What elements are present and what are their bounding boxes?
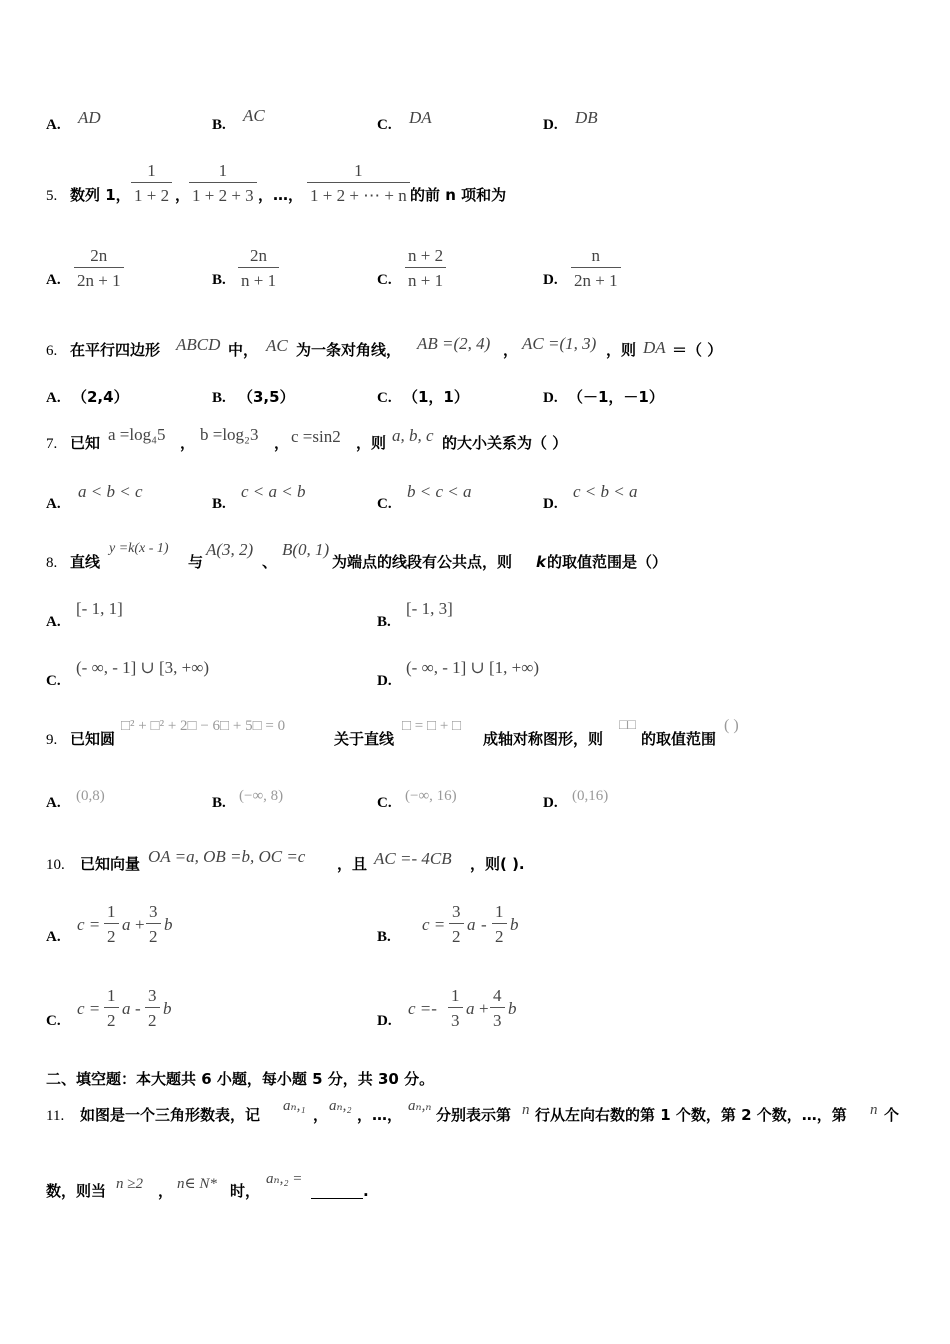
q6-number: 6. — [46, 343, 58, 359]
q11-text-7: 数，则当 — [46, 1182, 107, 1200]
q8-option-a-label[interactable]: A. — [46, 614, 61, 630]
q9-text-3: 成轴对称图形，则 — [483, 730, 604, 748]
q8-text-4: 为端点的线段有公共点，则 — [332, 553, 513, 571]
q10-option-c-frac1 — [104, 987, 119, 1029]
q6-option-a-label[interactable]: A. — [46, 390, 61, 406]
q5-option-a-num: 2n — [90, 246, 108, 265]
q10-option-d-frac1 — [448, 987, 463, 1029]
q9-option-c-label[interactable]: C. — [377, 795, 392, 811]
section-2-heading: 二、填空题：本大题共 6 小题，每小题 5 分，共 30 分。 — [46, 1070, 435, 1088]
q6-math-3: AB =(2, 4) — [417, 334, 491, 353]
q8-text-2: 与 — [188, 553, 204, 571]
q5-option-b-den: n + 1 — [238, 267, 279, 289]
q10-option-a-frac2-num: 3 — [149, 902, 158, 921]
q6-math-4: AC =(1, 3) — [522, 334, 597, 353]
q11-math-1: aₙ,₁ — [283, 1098, 306, 1114]
q9-text-2: 关于直线 — [334, 730, 395, 748]
q9-option-d-label[interactable]: D. — [543, 795, 558, 811]
q6-text-2: 中， — [228, 341, 259, 359]
q6-text-3: 为一条对角线， — [296, 341, 402, 359]
q7-option-b-value: c < a < b — [241, 482, 306, 501]
q6-text-5: ，则 — [606, 341, 637, 359]
q10-option-b-frac1-den: 2 — [449, 923, 464, 945]
q5-term3-den: 1 + 2 + ⋯ + n — [307, 182, 410, 204]
q8-option-d-value: (- ∞, - 1] ∪ [1, +∞) — [406, 658, 540, 677]
q5-option-d-den: 2n + 1 — [571, 267, 621, 289]
q6-option-d-label[interactable]: D. — [543, 390, 558, 406]
q9-option-b-value: (−∞, 8) — [239, 788, 284, 804]
q5-term3-fraction — [307, 162, 410, 204]
q10-option-a-c: c = — [77, 915, 101, 934]
q10-option-a-frac1-num: 1 — [107, 902, 116, 921]
q11-number: 11. — [46, 1108, 65, 1124]
q10-option-c-frac2-den: 2 — [145, 1007, 160, 1029]
q6-option-b-label[interactable]: B. — [212, 390, 226, 406]
q11-math-8: aₙ,₂ = — [266, 1171, 303, 1187]
q11-text-5: 行从左向右数的第 1 个数，第 2 个数，…，第 — [535, 1106, 847, 1124]
q10-option-b-v2: b — [510, 915, 519, 934]
q5-option-d-num: n — [591, 246, 601, 265]
q10-option-d-v2: b — [508, 999, 517, 1018]
q10-option-a-label[interactable]: A. — [46, 929, 61, 945]
q10-option-b-c: c = — [422, 915, 446, 934]
q11-math-3: aₙ,ₙ — [408, 1098, 432, 1114]
q7-option-a-value: a < b < c — [78, 482, 143, 501]
q7-option-c-label[interactable]: C. — [377, 496, 392, 512]
q8-math-2: A(3, 2) — [206, 540, 254, 559]
q6-option-a-value: （2,4） — [72, 388, 129, 406]
q5-term2-num: 1 — [218, 161, 228, 180]
q10-option-d-label[interactable]: D. — [377, 1013, 392, 1029]
q10-option-c-frac1-den: 2 — [104, 1007, 119, 1029]
q10-option-b-frac2 — [492, 903, 507, 945]
q5-suffix: 的前 n 项和为 — [410, 186, 507, 204]
q7-option-c-value: b < c < a — [407, 482, 472, 501]
q7-math-4: a, b, c — [392, 426, 434, 445]
q11-text-2: ， — [313, 1106, 329, 1124]
q5-option-b-label[interactable]: B. — [212, 272, 226, 288]
q10-option-b-frac2-den: 2 — [492, 923, 507, 945]
q10-option-a-frac1-den: 2 — [104, 923, 119, 945]
q5-option-a-fraction — [74, 247, 124, 289]
q4-option-c-value: DA — [409, 108, 432, 127]
q8-number: 8. — [46, 555, 58, 571]
q9-option-a-value: (0,8) — [76, 788, 105, 804]
q10-option-c-frac2-num: 3 — [148, 986, 157, 1005]
q11-math-5: n — [870, 1102, 878, 1118]
q10-option-a-v1: a — [122, 915, 131, 934]
q8-option-b-label[interactable]: B. — [377, 614, 391, 630]
q7-math-2: b =log₂3 — [200, 425, 259, 444]
q10-option-b-frac1-num: 3 — [452, 902, 461, 921]
q6-math-5: DA — [643, 338, 666, 357]
q7-number: 7. — [46, 436, 58, 452]
q8-option-a-value: [- 1, 1] — [76, 599, 123, 618]
q10-option-c-label[interactable]: C. — [46, 1013, 61, 1029]
q9-number: 9. — [46, 732, 58, 748]
q7-text-4: ，则 — [356, 434, 387, 452]
q6-text-4: ， — [503, 341, 519, 359]
q10-option-a-v2: b — [164, 915, 173, 934]
q5-option-b-num: 2n — [250, 246, 268, 265]
q9-math-2: □ = □ + □ — [402, 718, 462, 734]
q7-math-3: c =sin2 — [291, 427, 341, 446]
q9-text-1: 已知圆 — [70, 730, 116, 748]
q10-option-b-frac1 — [449, 903, 464, 945]
q10-option-d-frac2 — [490, 987, 505, 1029]
q4-option-b-label[interactable]: B. — [212, 117, 226, 133]
q5-term2-fraction — [189, 162, 257, 204]
q10-option-d-c: c =- — [408, 999, 437, 1018]
q11-answer-blank[interactable] — [311, 1184, 363, 1199]
q5-term1-num: 1 — [147, 161, 156, 180]
q5-sep1: ， — [175, 186, 191, 204]
q10-option-a-frac2-den: 2 — [146, 923, 161, 945]
q11-math-6: n ≥2 — [116, 1176, 143, 1192]
q10-text-3: ，则( ). — [470, 855, 525, 873]
q8-option-c-label[interactable]: C. — [46, 673, 61, 689]
q7-text-3: ， — [274, 434, 290, 452]
q7-option-d-value: c < b < a — [573, 482, 638, 501]
q4-option-d-value: DB — [575, 108, 598, 127]
q10-option-b-op: - — [481, 915, 487, 934]
q6-option-c-value: （1，1） — [403, 388, 469, 406]
q7-option-b-label[interactable]: B. — [212, 496, 226, 512]
q5-option-d-fraction — [571, 247, 621, 289]
q5-option-a-label[interactable]: A. — [46, 272, 61, 288]
q10-text-1: 已知向量 — [80, 855, 141, 873]
q8-math-1: y =k(x - 1) — [109, 541, 169, 556]
q10-option-b-label[interactable]: B. — [377, 929, 391, 945]
q9-option-a-label[interactable]: A. — [46, 795, 61, 811]
q8-option-d-label[interactable]: D. — [377, 673, 392, 689]
q6-math-2: AC — [266, 336, 288, 355]
q5-prefix: 数列 1， — [70, 186, 131, 204]
q11-text-4: 分别表示第 — [436, 1106, 512, 1124]
q11-text-8: ， — [158, 1182, 174, 1200]
q11-text-10: . — [363, 1182, 369, 1200]
q5-option-d-label[interactable]: D. — [543, 272, 558, 288]
q10-option-d-frac1-den: 3 — [448, 1007, 463, 1029]
q10-text-2: ，且 — [337, 855, 368, 873]
q10-option-c-op: - — [135, 999, 141, 1018]
q5-sep2: ，…， — [258, 186, 304, 204]
q4-option-c-label[interactable]: C. — [377, 117, 392, 133]
q8-text-3: 、 — [262, 553, 278, 571]
q10-math-1: OA =a, OB =b, OC =c — [148, 847, 306, 866]
q5-term1-fraction — [131, 162, 172, 204]
q11-math-2: aₙ,₂ — [329, 1098, 352, 1114]
q10-option-c-v1: a — [122, 999, 131, 1018]
q7-option-a-label[interactable]: A. — [46, 496, 61, 512]
q5-option-a-den: 2n + 1 — [74, 267, 124, 289]
q11-text-9: 时， — [230, 1182, 261, 1200]
q7-math-1: a =log₄5 — [108, 425, 166, 444]
q11-text-6: 个 — [884, 1106, 900, 1124]
q10-option-a-op: + — [135, 915, 145, 934]
q5-option-c-den: n + 1 — [405, 267, 446, 289]
q10-number: 10. — [46, 857, 65, 873]
q11-text-1: 如图是一个三角形数表，记 — [80, 1106, 261, 1124]
q6-text-6: ＝（ ） — [672, 341, 723, 359]
q10-option-d-op: + — [479, 999, 489, 1018]
q8-text-5: 的取值范围是（） — [547, 553, 668, 571]
q10-option-a-frac2 — [146, 903, 161, 945]
q10-option-d-frac2-den: 3 — [490, 1007, 505, 1029]
q10-option-a-frac1 — [104, 903, 119, 945]
q4-option-a-label[interactable]: A. — [46, 117, 61, 133]
q11-text-3: ，…， — [357, 1106, 403, 1124]
q5-option-b-fraction — [238, 247, 279, 289]
q10-option-c-frac1-num: 1 — [107, 986, 116, 1005]
q10-option-c-c: c = — [77, 999, 101, 1018]
q10-option-b-frac2-num: 1 — [495, 902, 504, 921]
q9-text-4: 的取值范围 — [641, 730, 717, 748]
q9-math-4: ( ) — [724, 717, 739, 734]
q10-option-d-frac1-num: 1 — [451, 986, 460, 1005]
q5-number: 5. — [46, 188, 58, 204]
q9-math-3: □□ — [619, 718, 636, 733]
q7-text-5: 的大小关系为（ ） — [442, 434, 568, 452]
q6-option-d-value: （－1，－1） — [568, 388, 664, 406]
q10-math-2: AC =- 4CB — [374, 849, 452, 868]
q8-k: k — [536, 553, 546, 571]
q6-math-1: ABCD — [176, 335, 221, 354]
q10-option-c-frac2 — [145, 987, 160, 1029]
q4-option-a-value: AD — [78, 108, 101, 127]
q7-text-1: 已知 — [70, 434, 101, 452]
q8-math-3: B(0, 1) — [282, 540, 330, 559]
q10-option-c-v2: b — [163, 999, 172, 1018]
q8-option-c-value: (- ∞, - 1] ∪ [3, +∞) — [76, 658, 210, 677]
q5-option-c-num: n + 2 — [408, 246, 444, 265]
q6-option-b-value: （3,5） — [238, 388, 295, 406]
q8-text-1: 直线 — [70, 553, 101, 571]
q5-term3-num: 1 — [354, 161, 363, 180]
q5-term1-den: 1 + 2 — [131, 182, 172, 204]
q6-option-c-label[interactable]: C. — [377, 390, 392, 406]
q11-math-7: n∈ N* — [177, 1176, 217, 1192]
q4-option-d-label[interactable]: D. — [543, 117, 558, 133]
q9-math-1: □² + □² + 2□ − 6□ + 5□ = 0 — [121, 718, 286, 734]
q6-text-1: 在平行四边形 — [70, 341, 161, 359]
q5-option-c-fraction — [405, 247, 446, 289]
q9-option-c-value: (−∞, 16) — [405, 788, 457, 804]
q7-option-d-label[interactable]: D. — [543, 496, 558, 512]
q11-math-4: n — [522, 1102, 530, 1118]
q9-option-d-value: (0,16) — [572, 788, 609, 804]
q10-option-b-v1: a — [467, 915, 476, 934]
q8-option-b-value: [- 1, 3] — [406, 599, 453, 618]
q5-option-c-label[interactable]: C. — [377, 272, 392, 288]
q4-option-b-value: AC — [243, 106, 265, 125]
q10-option-d-v1: a — [466, 999, 475, 1018]
q10-option-d-frac2-num: 4 — [493, 986, 502, 1005]
q7-text-2: ， — [180, 434, 196, 452]
q5-term2-den: 1 + 2 + 3 — [189, 182, 257, 204]
q9-option-b-label[interactable]: B. — [212, 795, 226, 811]
